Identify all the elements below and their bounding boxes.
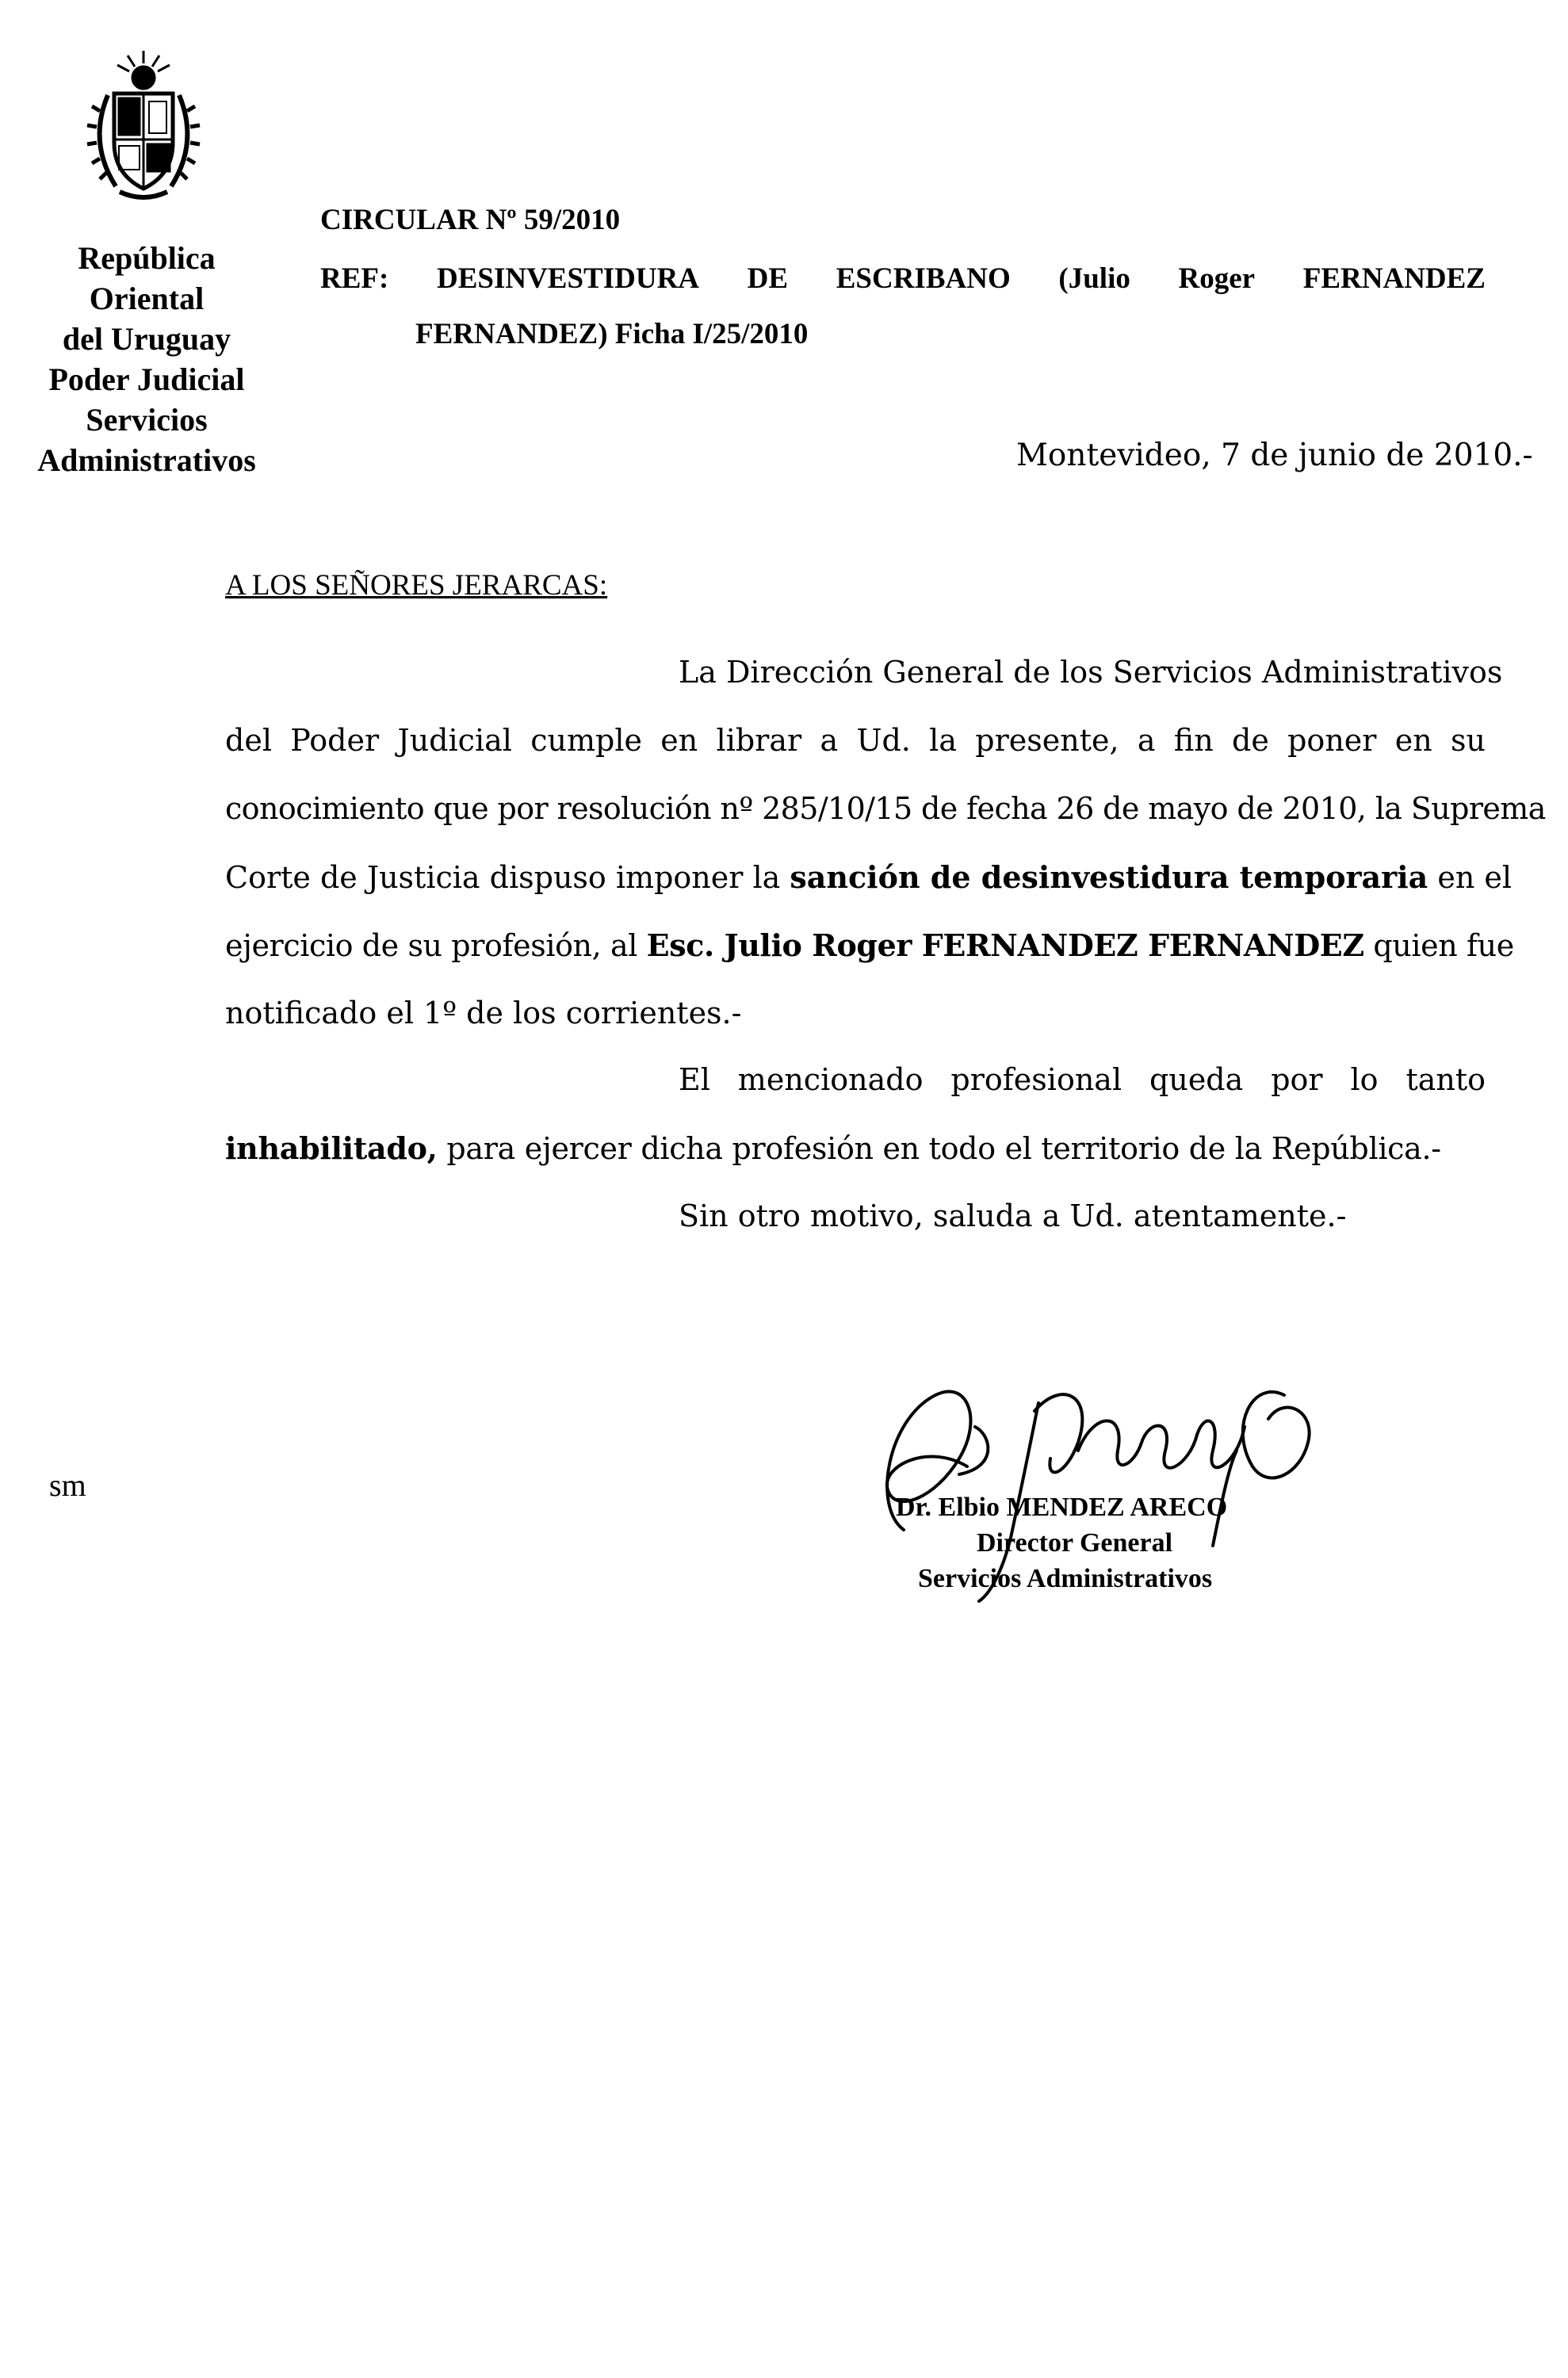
text-run: quien fue [1363,928,1514,963]
ref-word: DESINVESTIDURA [436,262,700,295]
typist-initials: sm [49,1467,86,1503]
text-run: para ejercer dicha profesión en todo el territorio de la República.- [437,1131,1441,1166]
institution-line: Servicios [86,402,208,438]
paragraph-1-line: del Poder Judicial cumple en librar a Ud. la presente, a fin de poner en su [225,723,1486,758]
bold-run: Esc. Julio Roger FERNANDEZ FERNANDEZ [646,927,1364,963]
date-line: Montevideo, 7 de junio de 2010.- [1016,438,1533,473]
ref-label: REF: [320,262,389,295]
paragraph-2-line: El mencionado profesional queda por lo tanto [679,1062,1486,1097]
text-run: Corte de Justicia dispuso imponer la [225,860,790,895]
institution-block [24,238,270,480]
closing-line: Sin otro motivo, saluda a Ud. atentamente.- [679,1199,1347,1233]
institution-line: Poder Judicial [48,361,245,397]
ref-word: (Julio [1058,262,1130,295]
bold-run: sanción de desinvestidura temporaria [790,859,1428,895]
ref-word: DE [747,262,789,295]
signatory-office: Servicios Administrativos [918,1564,1213,1593]
paragraph-1-line [225,927,1514,963]
coat-of-arms-emblem [84,48,203,206]
institution-line: República Oriental [78,240,216,316]
signatory-name: Dr. Elbio MENDEZ ARECO [896,1493,1228,1522]
circular-number: CIRCULAR Nº 59/2010 [320,204,621,236]
salutation: A LOS SEÑORES JERARCAS: [225,569,608,602]
paragraph-1-line: La Dirección General de los Servicios Administrativos [679,655,1503,690]
institution-line: del Uruguay [62,321,231,357]
ref-word: FERNANDEZ [1302,262,1486,295]
paragraph-1-line: notificado el 1º de los corrientes.- [225,996,742,1030]
text-run: en el [1428,860,1513,895]
paragraph-2-line [225,1130,1441,1166]
bold-run: inhabilitado, [225,1130,438,1166]
institution-line: Administrativos [37,442,256,478]
paragraph-1-line: conocimiento que por resolución nº 285/10/15 de fecha 26 de mayo de 2010, la Suprema [225,791,1546,826]
ref-word: ESCRIBANO [836,262,1011,295]
text-run: ejercicio de su profesión, al [225,928,647,963]
reference-continuation: FERNANDEZ) Ficha I/25/2010 [415,318,809,350]
paragraph-1-line [225,859,1513,895]
signatory-title: Director General [977,1528,1173,1558]
reference-line [320,262,1486,296]
ref-word: Roger [1178,262,1256,295]
